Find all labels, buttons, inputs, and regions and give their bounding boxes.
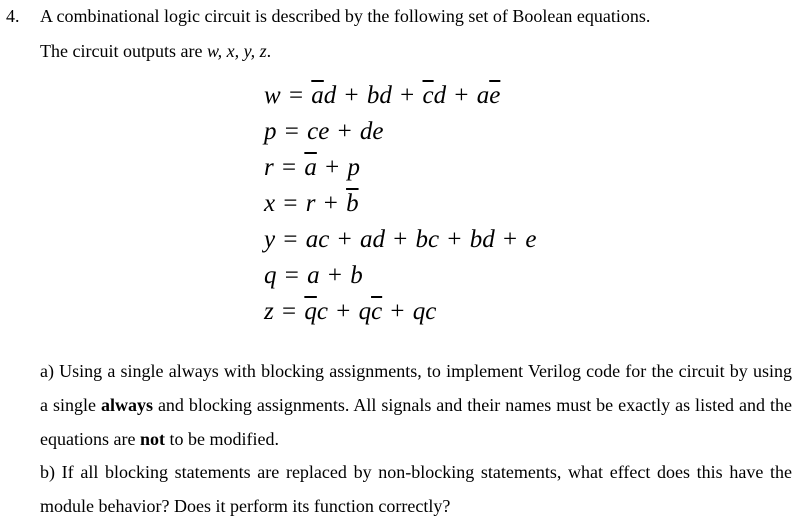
eq-lhs: q <box>264 262 277 289</box>
eq-term: b <box>350 262 363 289</box>
eq-term: ad <box>359 226 385 253</box>
eq-lhs: z <box>264 298 274 325</box>
eq-lhs: p <box>264 118 277 145</box>
question-intro-line1: A combinational logic circuit is described by the following set of Boolean equations. <box>40 6 651 26</box>
question-intro-line2 <box>40 41 271 62</box>
equation-x: $x = r + \overline{b}$ <box>264 190 359 217</box>
question-number: 4. <box>6 6 20 26</box>
eq-lhs: w <box>264 82 281 109</box>
outputs-list: w, x, y, z <box>206 41 267 61</box>
eq-term: $\overline{a}$ <box>311 82 324 109</box>
equation-y: y = ac + ad + bc + bd + e <box>264 226 537 253</box>
intro-prefix: The circuit outputs are <box>40 41 207 61</box>
equation-r: $r = \overline{a} + p$ <box>264 154 360 181</box>
eq-term: ac <box>305 226 330 253</box>
eq-term: e <box>525 226 537 253</box>
equation-p: p = ce + de <box>264 118 384 145</box>
part-a-bold-always: always <box>100 395 153 415</box>
part-a <box>40 354 792 456</box>
eq-lhs: r <box>264 154 274 181</box>
eq-term: bd <box>469 226 495 253</box>
part-a-bold-not: not <box>139 429 165 449</box>
eq-term: qc <box>412 298 437 325</box>
eq-term: $\overline{b}$ <box>346 190 359 217</box>
intro-suffix: . <box>266 41 272 61</box>
eq-term: bd <box>366 82 392 109</box>
equation-w: $w = \overline{a}d$ + bd + $\overline{c}d + a\overline{e}$ <box>264 82 501 109</box>
eq-term: ce <box>307 118 330 145</box>
eq-term: $\overline{a}$ <box>304 154 317 181</box>
part-a-text1: a) Using a single always with blocking assignments, to implement Verilog code for the circuit by using a single <box>40 361 792 415</box>
part-a-text2: and blocking assignments. All signals and their names must be exactly as listed and the equations are <box>40 395 792 449</box>
eq-term: bc <box>415 226 440 253</box>
boolean-equations <box>264 78 536 330</box>
eq-lhs: y <box>264 226 276 253</box>
part-b: b) If all blocking statements are replaced by non-blocking statements, what effect does this have the module behavior? Does it perform its function correctly? <box>40 462 792 516</box>
eq-term: r <box>305 190 316 217</box>
equation-z: $z = \overline{q}c + q\overline{c}$ + qc <box>264 298 437 325</box>
eq-term: de <box>359 118 384 145</box>
eq-term: p <box>347 154 360 181</box>
equation-q: q = a + b <box>264 262 363 289</box>
part-a-text3: to be modified. <box>164 429 279 449</box>
eq-term: a <box>307 262 320 289</box>
eq-lhs: x <box>264 190 276 217</box>
